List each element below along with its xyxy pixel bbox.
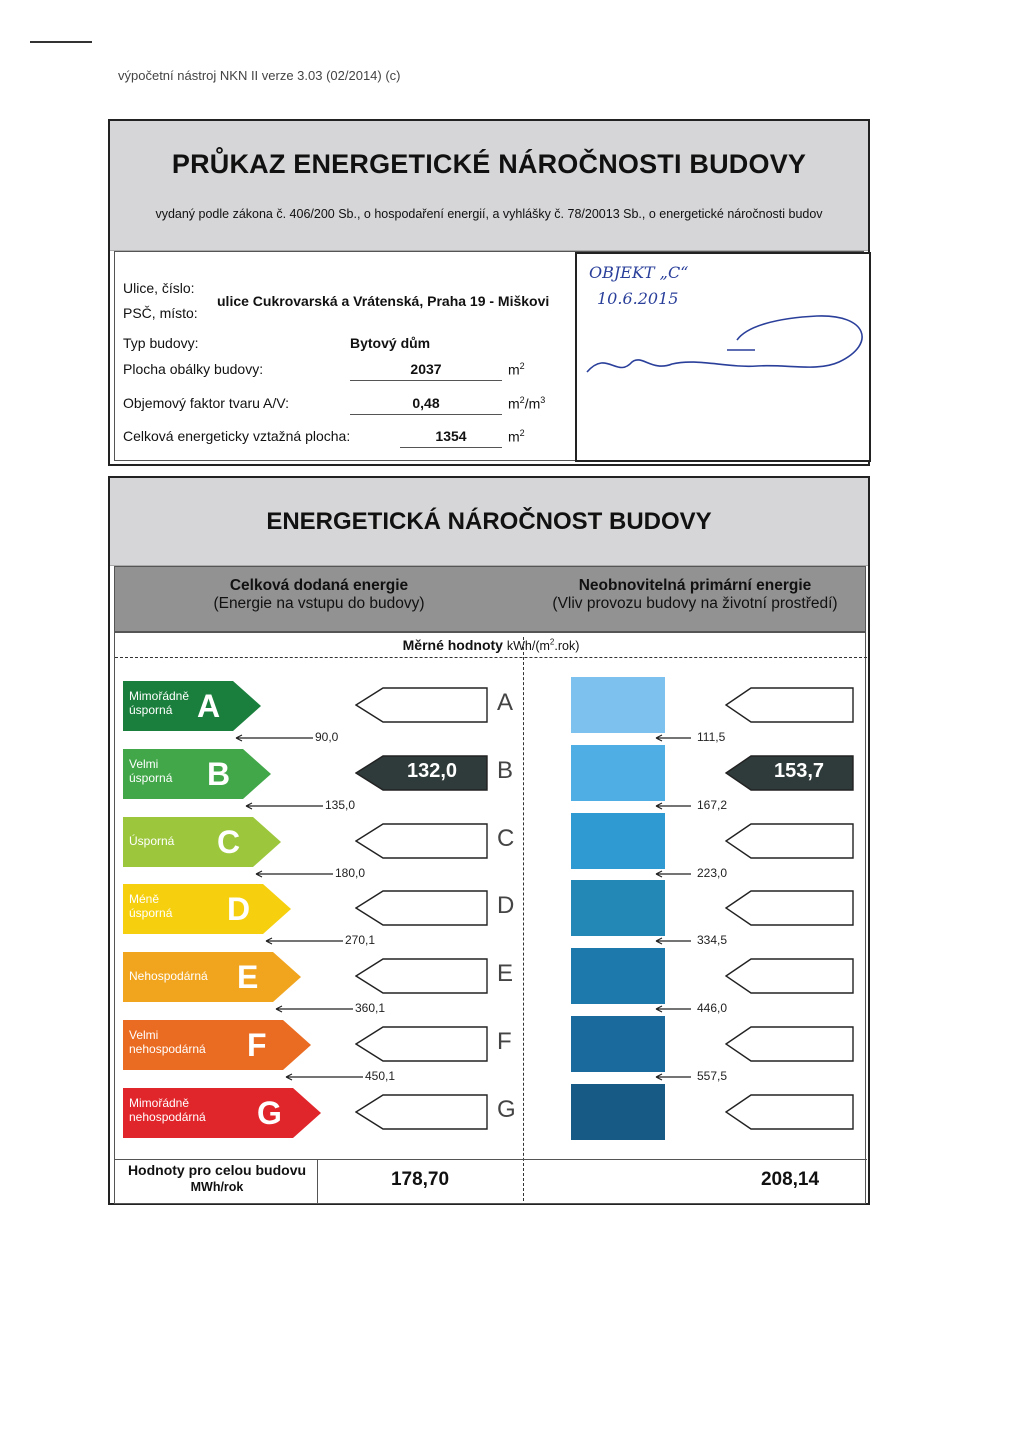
building-type-value: Bytový dům	[350, 335, 431, 351]
class-description: Velmi nehospodárná	[129, 1028, 206, 1056]
delivered-limit-arrow	[235, 733, 315, 743]
reference-area-underline	[400, 447, 502, 448]
scale-letter-e: E	[497, 960, 514, 988]
header-band	[110, 121, 868, 251]
primary-limit-arrow	[655, 733, 693, 743]
delivered-limit-c: 180,0	[335, 865, 366, 880]
legal-basis-text: vydaný podle zákona č. 406/200 Sb., o hospodaření energií, a vyhlášky č. 78/20013 Sb., o energetické náročnosti budov	[155, 207, 823, 221]
primary-energy-header: Neobnovitelná primární energie (Vliv provozu budovy na životní prostředí)	[552, 577, 838, 612]
class-letter-e: E	[237, 959, 259, 996]
envelope-unit: $m^2$	[508, 361, 525, 378]
footer-divider	[317, 1159, 318, 1203]
delivered-limit-e: 360,1	[355, 1001, 386, 1016]
scale-letter-f: F	[497, 1028, 512, 1055]
delivered-limit-arrow	[265, 936, 345, 946]
certificate-title: PRŮKAZ ENERGETICKÉ NÁROČNOSTI BUDOVY	[171, 149, 807, 179]
scale-letter-b: B	[497, 756, 514, 784]
delivered-marker-e	[355, 958, 489, 994]
primary-color-block-f	[571, 1016, 665, 1072]
primary-limit-f: 557,5	[697, 1069, 728, 1083]
primary-value: 153,7	[773, 759, 825, 782]
primary-limit-arrow	[655, 936, 693, 946]
primary-limit-arrow	[655, 801, 693, 811]
address-value: ulice Cukrovarská a Vrátenská, Praha 19 - Miškovi	[217, 293, 550, 309]
primary-limit-e: 446,0	[697, 1001, 728, 1016]
class-description: Úsporná	[129, 833, 175, 848]
primary-color-block-c	[571, 813, 665, 869]
class-description: Méně úsporná	[129, 892, 173, 921]
primary-color-block-d	[571, 880, 665, 936]
primary-color-block-e	[571, 948, 665, 1004]
class-letter-f: F	[247, 1027, 267, 1063]
scale-letter-c: C	[497, 824, 515, 852]
primary-limit-arrow	[655, 1004, 693, 1014]
primary-limit-arrow	[655, 1072, 693, 1082]
class-letter-a: A	[197, 688, 221, 724]
delivered-limit-a: 90,0	[315, 730, 339, 744]
class-scale	[115, 633, 867, 1205]
delivered-limit-b: 135,0	[325, 797, 356, 812]
energy-header-band	[110, 478, 868, 566]
reference-area-value: 1354	[435, 428, 467, 444]
class-letter-c: C	[217, 823, 241, 860]
specific-values-label: Měrné hodnoty kWh/$(m^2.rok)$	[402, 637, 580, 653]
street-label: Ulice, číslo:	[123, 280, 195, 296]
shape-factor-label: Objemový faktor tvaru A/V:	[123, 395, 289, 411]
primary-color-block-g	[571, 1084, 665, 1140]
delivered-energy-header: Celková dodaná energie (Energie na vstupu do budovy)	[213, 577, 425, 612]
footer-rule	[115, 1159, 867, 1160]
handwritten-date: 10.6.2015	[597, 289, 679, 308]
building-type-label: Typ budovy:	[123, 335, 199, 351]
energy-title: ENERGETICKÁ NÁROČNOST BUDOVY	[266, 508, 712, 535]
delivered-marker-c	[355, 823, 489, 859]
reference-area-unit: $m^2$	[508, 428, 525, 445]
tool-version-line: výpočetní nástroj NKN II verze 3.03 (02/2014) (c)	[118, 68, 401, 83]
delivered-limit-arrow	[245, 801, 325, 811]
footer-label: Hodnoty pro celou budovu MWh/rok	[127, 1162, 307, 1194]
signature-box	[575, 252, 871, 462]
signature-scribble	[587, 316, 862, 372]
primary-marker-e	[725, 958, 855, 994]
primary-limit-arrow	[655, 869, 693, 879]
primary-limit-a: 111,5	[697, 730, 726, 744]
primary-marker-a	[725, 687, 855, 723]
scale-letter-a: A	[497, 689, 514, 716]
primary-marker-f	[725, 1026, 855, 1062]
footer-delivered-value: 178,70	[390, 1169, 450, 1190]
envelope-underline	[350, 380, 502, 381]
primary-color-block-b	[571, 745, 665, 801]
handwritten-note	[577, 254, 871, 462]
handwritten-object-label: OBJEKT „C“	[589, 263, 689, 282]
primary-limit-b: 167,2	[697, 797, 728, 812]
shape-factor-unit: $m^2/m^3$	[508, 395, 546, 412]
delivered-marker-g	[355, 1094, 489, 1130]
certificate-header-box	[108, 119, 870, 466]
footer-primary-value: 208,14	[760, 1169, 820, 1190]
primary-marker-c	[725, 823, 855, 859]
column-headers	[114, 566, 866, 632]
class-description: Nehospodárná	[129, 969, 208, 984]
energy-scale-body	[114, 632, 866, 1204]
reference-area-label: Celková energeticky vztažná plocha:	[123, 428, 351, 444]
scale-letter-g: G	[497, 1095, 516, 1123]
delivered-limit-arrow	[275, 1004, 355, 1014]
class-letter-b: B	[207, 755, 231, 792]
primary-marker-g	[725, 1094, 855, 1130]
class-description: Mimořádně nehospodárná	[129, 1095, 206, 1124]
primary-color-block-a	[571, 677, 665, 733]
class-letter-g: G	[257, 1094, 282, 1131]
delivered-limit-arrow	[285, 1072, 365, 1082]
class-description: Velmi úsporná	[129, 756, 173, 785]
primary-marker-d	[725, 890, 855, 926]
class-letter-d: D	[227, 891, 251, 928]
scale-letter-d: D	[497, 892, 515, 920]
postal-label: PSČ, místo:	[123, 305, 198, 321]
delivered-limit-arrow	[255, 869, 335, 879]
shape-factor-underline	[350, 414, 502, 415]
delivered-value: 132,0	[406, 759, 458, 782]
envelope-area-value: 2037	[410, 361, 442, 377]
delivered-marker-f	[355, 1026, 489, 1062]
building-info-panel	[114, 251, 864, 461]
class-description: Mimořádně úsporná	[129, 689, 190, 717]
delivered-limit-d: 270,1	[345, 933, 376, 948]
top-rule	[30, 41, 92, 43]
energy-performance-box	[108, 476, 870, 1205]
delivered-limit-f: 450,1	[365, 1069, 396, 1083]
delivered-marker-d	[355, 890, 489, 926]
shape-factor-value: 0,48	[412, 395, 440, 411]
delivered-marker-a	[355, 687, 489, 723]
primary-limit-c: 223,0	[697, 865, 728, 880]
envelope-area-label: Plocha obálky budovy:	[123, 361, 264, 377]
primary-limit-d: 334,5	[697, 933, 728, 948]
